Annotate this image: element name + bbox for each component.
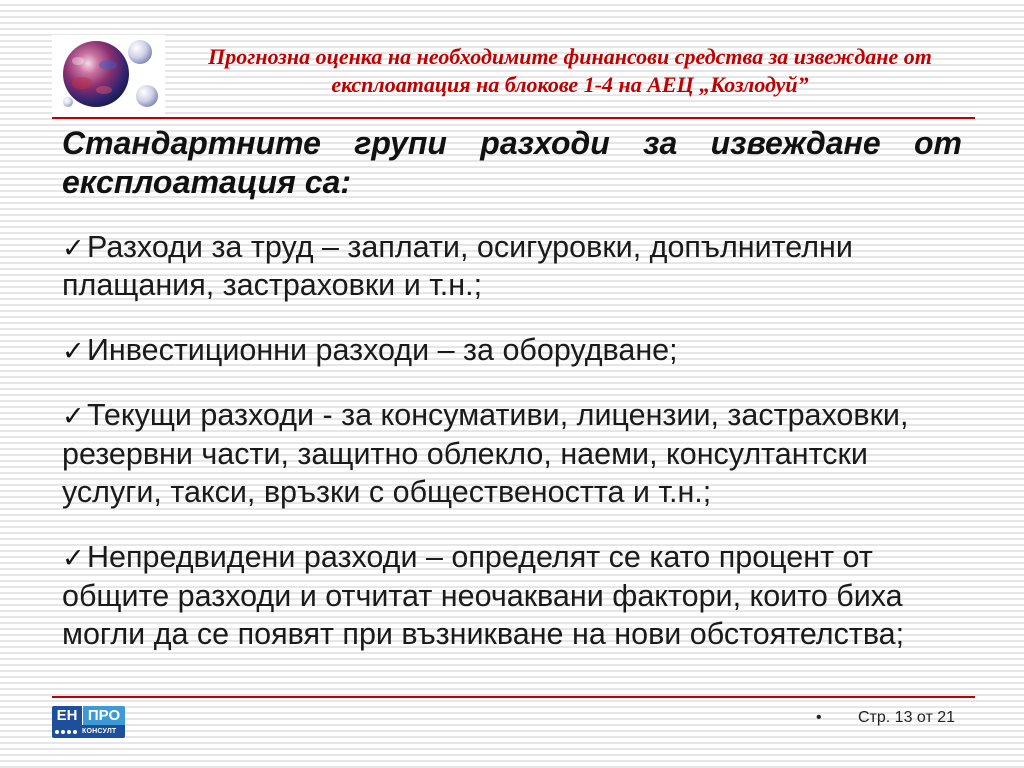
company-logo-en: ЕН [52,706,83,725]
bullet-item [62,396,962,512]
bullet-text-line: Разходи за труд – заплати, осигуровки, допълнителни [87,229,853,264]
bullet-text-line: Текущи разходи - за консумативи, лицензии, застраховки, [87,398,909,432]
content-heading-line: експлоатация са: [62,163,352,200]
footer-bullet: • [816,709,822,726]
bullet-text-line: услуги, такси, връзки с обществеността и т.н.; [62,475,712,509]
checkmark-icon [62,235,87,262]
checkmark-icon [62,545,87,572]
company-logo-bottom [52,725,125,738]
bullet-item [62,228,962,305]
company-logo-konsult: КОНСУЛТ [82,728,117,735]
bullet-item [62,331,962,370]
bullet-text-line: Инвестиционни разходи – за оборудване; [87,333,678,367]
slide-content [62,124,962,680]
content-heading-line: Стандартните групи разходи за извеждане от [62,125,962,161]
bullet-text-line: могли да се появят при възникване на нови обстоятелства; [62,617,905,651]
content-heading [62,124,962,201]
company-logo [52,706,125,738]
logo-dot-icon [55,730,59,734]
bullet-text-line: Непредвидени разходи – определят се като процент от [87,540,873,574]
page-number: Стр. 13 от 21 [858,709,956,726]
checkmark-icon [62,403,87,430]
bullet-item [62,538,962,654]
globe-bubbles-icon [52,35,165,115]
slide-title [165,43,975,99]
bullet-list [62,228,962,654]
logo-dot-icon [73,730,77,734]
bullet-text-line: плащания, застраховки и т.н.; [62,268,483,302]
footer-divider [52,696,975,698]
header-divider [52,117,975,119]
globe-logo [52,35,165,115]
logo-dot-icon [61,730,65,734]
slide-title-line: Прогнозна оценка на необходимите финансови средства за извеждане от [208,44,932,69]
company-logo-top [52,706,125,725]
company-logo-pro: ПРО [83,706,125,725]
slide-title-line: експлоатация на блокове 1-4 на АЕЦ „Козлодуй” [331,72,809,97]
checkmark-icon [62,338,87,365]
bullet-text-line: резервни части, защитно облекло, наеми, консултантски [62,436,868,471]
bullet-text-line: общите разходи и отчитат неочаквани фактори, които биха [62,578,903,613]
logo-dot-icon [67,730,71,734]
